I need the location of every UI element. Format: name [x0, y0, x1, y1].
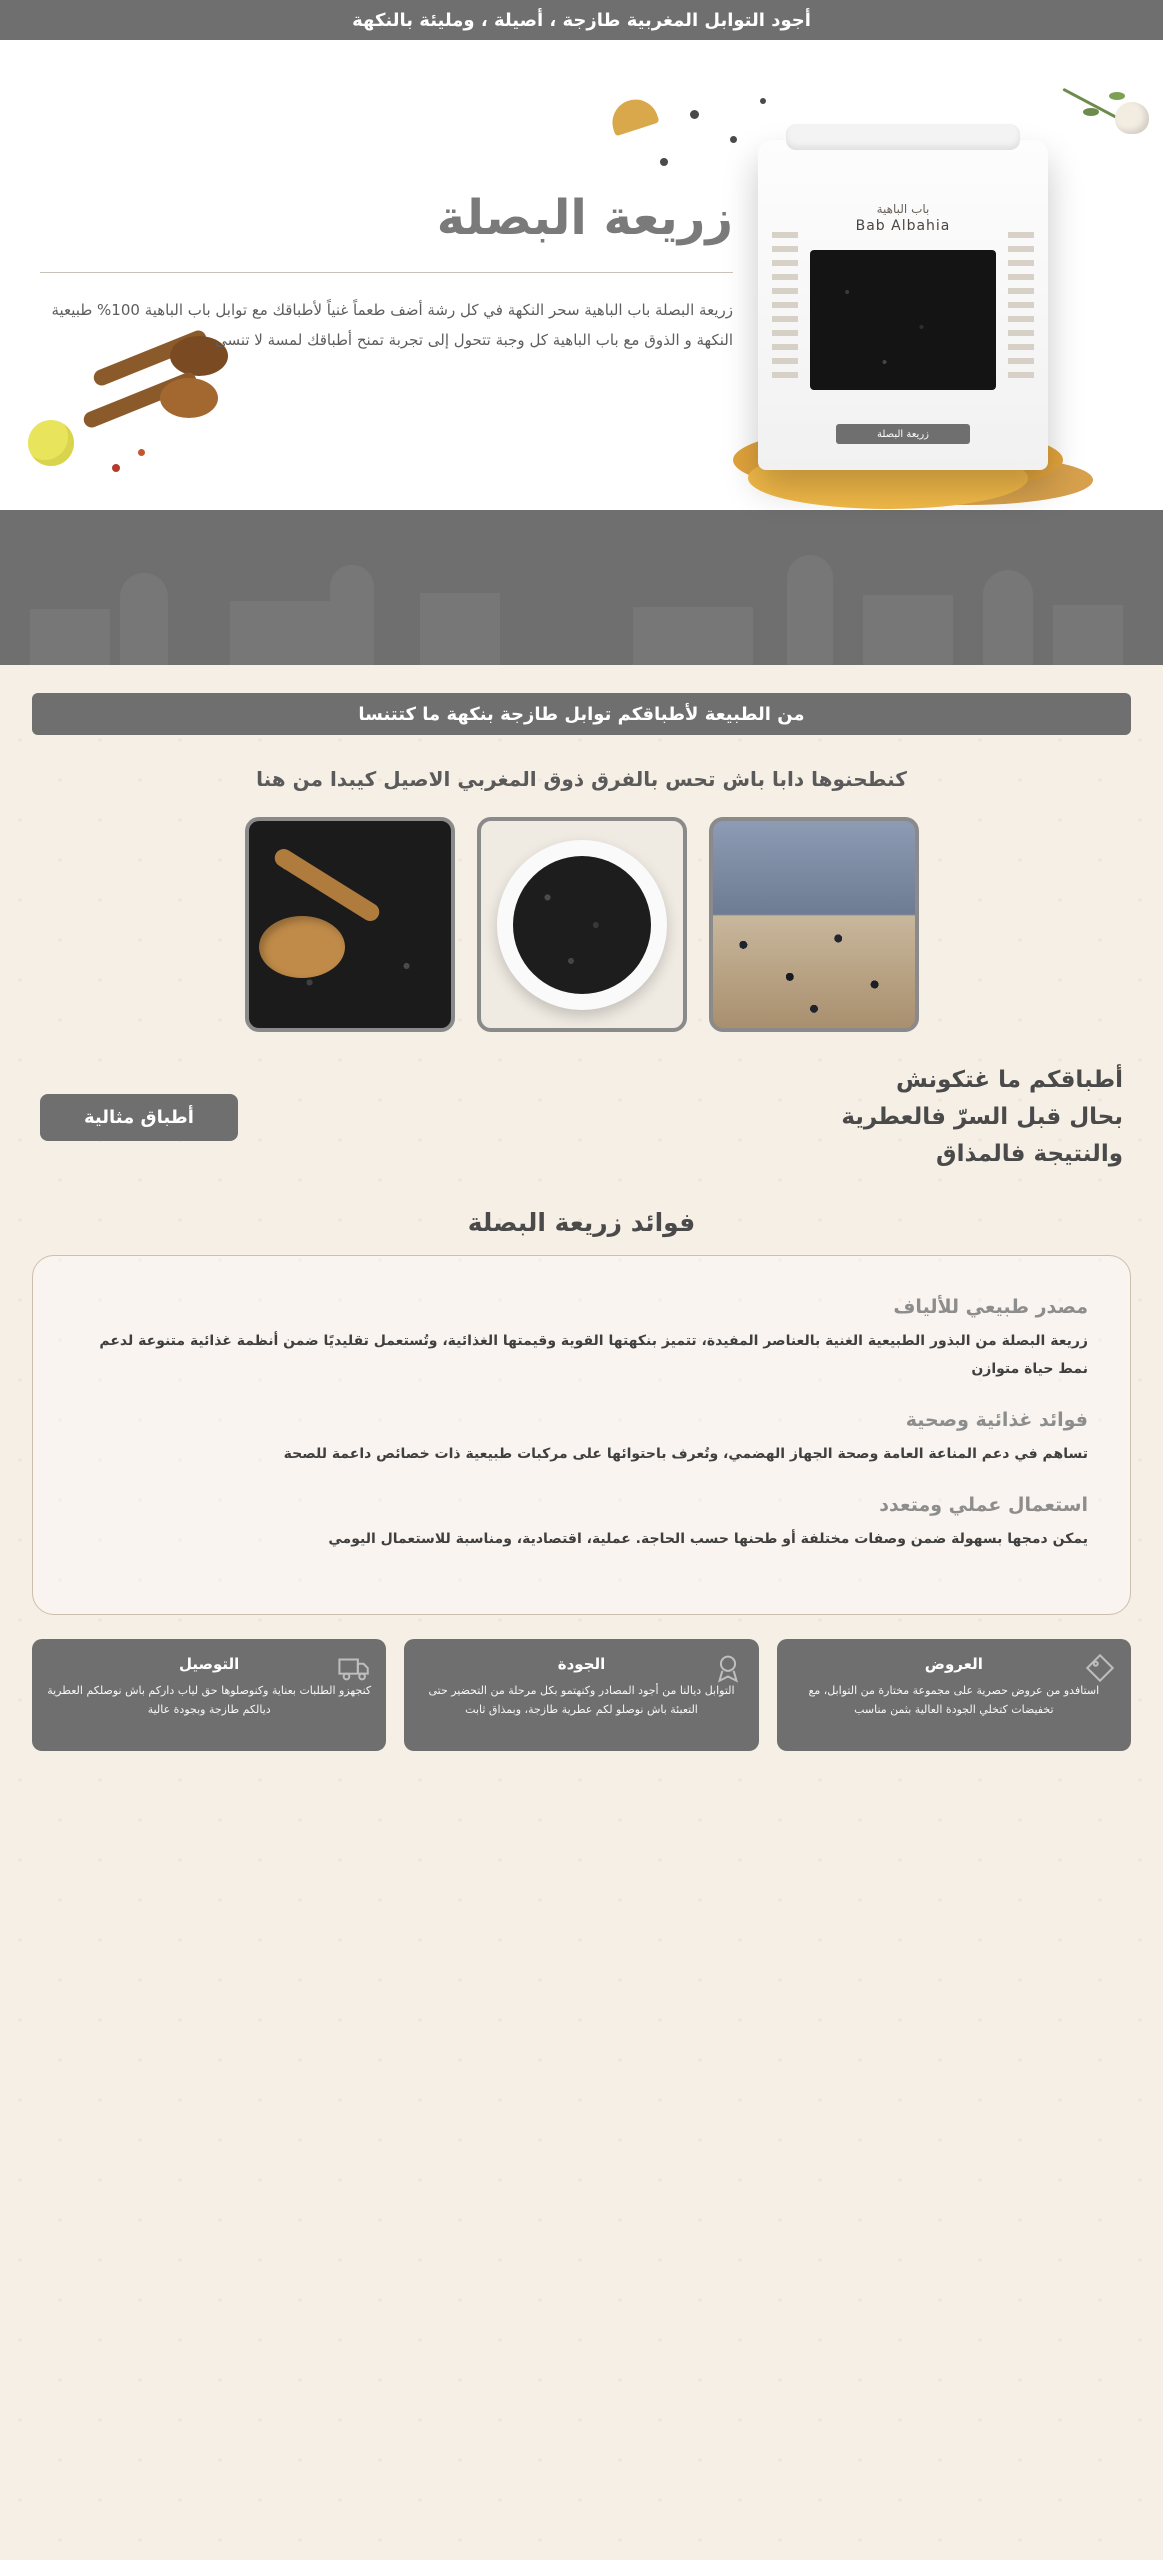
quality-card — [404, 1639, 758, 1751]
benefit-item — [75, 1494, 1088, 1553]
delivery-card-body: كنجهزو الطلبات بعناية وكنوصلوها حق لياب داركم باش نوصلكم العطرية ديالكم طازجة وبجودة عالية — [47, 1683, 372, 1716]
delivery-card-title: التوصيل — [179, 1654, 240, 1673]
product-package — [758, 140, 1048, 470]
package-brand-ar: باب الباهية — [876, 202, 930, 216]
package-ornament-left — [772, 232, 798, 378]
package-label: زريعة البصلة — [836, 424, 970, 444]
offers-card — [777, 1639, 1131, 1751]
spices-spoons-decoration — [20, 340, 250, 480]
quality-card-title: الجودة — [557, 1654, 606, 1673]
pitch-line-3: والنتيجة فالمذاق — [936, 1140, 1123, 1167]
top-banner-text: أجود التوابل المغربية طازجة ، أصيلة ، ومليئة بالنكهة — [352, 9, 811, 31]
hero-text-block — [40, 190, 733, 355]
benefit-item — [75, 1296, 1088, 1383]
pitch-line-2: بحال قبل السرّ فالعطرية — [841, 1103, 1123, 1130]
benefits-title: فوائد زريعة البصلة — [467, 1208, 696, 1238]
benefit-body: يمكن دمجها بسهولة ضمن وصفات مختلفة أو طحنها حسب الحاجة. عملية، اقتصادية، ومناسبة للاستعمال اليومي — [328, 1531, 1088, 1548]
pepper-dot-icon — [730, 136, 737, 143]
gallery-image-1 — [245, 817, 455, 1032]
tag-icon — [1083, 1651, 1117, 1685]
gallery-image-2 — [477, 817, 687, 1032]
bowl-shape — [497, 840, 667, 1010]
title-divider — [40, 272, 733, 273]
sub-heading: كنطحنوها دابا باش تحس بالفرق ذوق المغربي الاصيل كيبدا من هنا — [256, 767, 907, 791]
offers-card-body: استافدو من عروض حصرية على مجموعة مختارة من التوابل، مع تخفيضات كتخلي الجودة العالية بثمن مناسب — [808, 1683, 1100, 1716]
pitch-section — [0, 1032, 1163, 1172]
pepper-dot-icon — [690, 110, 699, 119]
pepper-dot-icon — [760, 98, 766, 104]
product-gallery — [0, 817, 1163, 1032]
benefits-card — [32, 1255, 1131, 1614]
ideal-dishes-button[interactable]: أطباق مثالية — [40, 1094, 238, 1141]
benefit-heading: استعمال عملي ومتعدد — [879, 1494, 1088, 1517]
offers-card-title: العروض — [924, 1654, 983, 1673]
hero-section — [0, 40, 1163, 665]
package-top-seal — [786, 124, 1020, 150]
section-band-text: من الطبيعة لأطباقكم توابل طازجة بنكهة ما كتتنسا — [358, 703, 805, 725]
section-band — [32, 693, 1131, 735]
pitch-line-1: أطباقكم ما غتكونش — [896, 1067, 1123, 1093]
hero-description: زريعة البصلة باب الباهية سحر النكهة في كل رشة أضف طعماً غنياً لأطباقك مع توابل باب الباهية 100% طبيعية النكهة و الذوق مع باب الباهية كل وجبة تتحول إلى تجربة تمنح أطباقك لمسة لا تنسى — [51, 301, 733, 349]
skyline-silhouette — [0, 510, 1163, 665]
benefit-body: زريعة البصلة من البذور الطبيعية الغنية بالعناصر المفيدة، تتميز بنكهتها القوية وقيمتها الغذائية، وتُستعمل تقليديًا ضمن أنظمة غذائية متنوعة لدعم نمط حياة متوازن — [99, 1333, 1088, 1377]
benefit-heading: فوائد غذائية وصحية — [905, 1408, 1088, 1431]
page-title: زريعة البصلة — [436, 190, 733, 246]
pepper-dot-icon — [660, 158, 668, 166]
spice-scoop-icon — [606, 94, 659, 137]
truck-icon — [338, 1651, 372, 1685]
benefit-body: تساهم في دعم المناعة العامة وصحة الجهاز الهضمي، وتُعرف باحتوائها على مركبات طبيعية ذات خصائص داعمة للصحة — [283, 1445, 1088, 1462]
top-banner — [0, 0, 1163, 40]
package-brand-en: Bab Albahia — [855, 218, 951, 234]
garlic-icon — [1115, 102, 1149, 134]
quality-card-body: التوابل ديالنا من أجود المصادر وكنهتمو بكل مرحلة من التحضير حتى التعبئة باش نوصلو لكم عطرية طازجة، وبمذاق ثابت — [428, 1683, 735, 1716]
delivery-card — [32, 1639, 386, 1751]
medal-icon — [711, 1651, 745, 1685]
pitch-text — [841, 1062, 1123, 1172]
benefit-heading: مصدر طبيعي للألياف — [893, 1296, 1088, 1319]
benefit-item — [75, 1409, 1088, 1468]
gallery-image-3 — [709, 817, 919, 1032]
package-window — [810, 250, 996, 390]
footer-cards — [0, 1615, 1163, 1751]
lemon-icon — [28, 420, 74, 466]
package-brand — [758, 202, 1048, 234]
package-ornament-right — [1008, 232, 1034, 378]
